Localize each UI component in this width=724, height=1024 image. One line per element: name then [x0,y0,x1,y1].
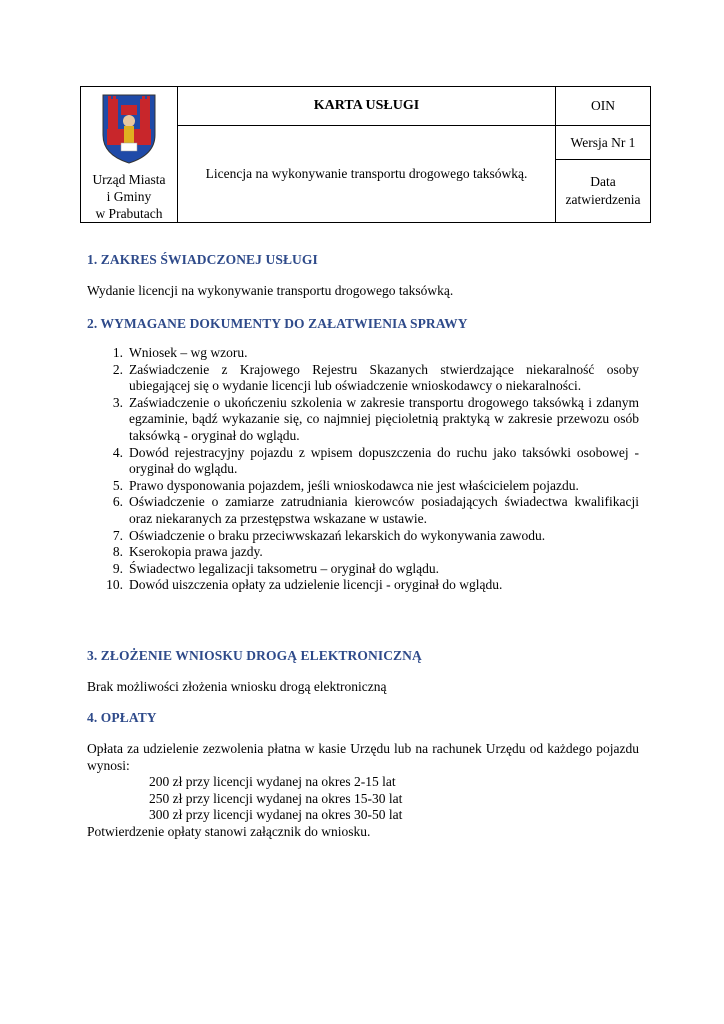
list-item [87,544,639,561]
list-item-number: 4. [112,444,123,460]
list-item-text: Oświadczenie o braku przeciwwskazań lekarskich do wykonywania zawodu. [129,527,546,543]
service-card-header [80,86,651,223]
list-item [87,395,639,445]
coat-of-arms-icon [99,91,159,165]
list-item [87,445,639,478]
card-version: Wersja Nr 1 [556,126,651,160]
list-item [87,577,639,594]
section4-heading: 4. OPŁATY [87,710,157,725]
section1-text: Wydanie licencji na wykonywanie transportu drogowego taksówką. [87,283,454,298]
date-label-line-2: zatwierdzenia [565,192,641,207]
list-item-number: 6. [112,494,123,510]
section3-text: Brak możliwości złożenia wniosku drogą elektroniczną [87,679,387,694]
list-item [87,528,639,545]
list-item-text: Oświadczenie o zamiarze zatrudniania kierowców posiadających świadectwa kwalifikacji oraz niekaranych za przestępstwa wskazane w ustawie. [129,494,639,526]
list-item-text: Dowód uiszczenia opłaty za udzielenie licencji - oryginał do wglądu. [129,577,503,593]
list-item [87,478,639,495]
section1-heading: 1. ZAKRES ŚWIADCZONEJ USŁUGI [87,252,318,267]
documents-list [87,345,639,594]
list-item-text: Świadectwo legalizacji taksometru – oryginał do wglądu. [129,560,440,576]
fee-line: 300 zł przy licencji wydanej na okres 30-50 lat [149,807,403,822]
list-item-text: Prawo dysponowania pojazdem, jeśli wnioskodawca nie jest właścicielem pojazdu. [129,477,579,493]
card-title: KARTA USŁUGI [178,87,556,126]
list-item-number: 8. [112,544,123,560]
section3-heading: 3. ZŁOŻENIE WNIOSKU DROGĄ ELEKTRONICZNĄ [87,648,422,663]
list-item-number: 3. [112,394,123,410]
fee-line: 250 zł przy licencji wydanej na okres 15-30 lat [149,791,403,806]
list-item-text: Wniosek – wg wzoru. [129,345,248,360]
list-item-text: Zaświadczenie z Krajowego Rejestru Skazanych stwierdzające niekaralność osoby ubiegającej się o wydanie licencji lub oświadczenie wnioskodawcy o niekaralności. [129,361,639,394]
list-item-number: 1. [112,345,123,360]
list-item-number: 10. [106,577,123,593]
list-item [87,561,639,578]
list-item-number: 2. [112,361,123,377]
list-item-text: Kserokopia prawa jazdy. [129,544,263,560]
card-code: OIN [556,87,651,126]
section4-intro: Opłata za udzielenie zezwolenia płatna w kasie Urzędu lub na rachunek Urzędu od każdego pojazdu wynosi: [87,741,639,773]
approval-date-label [556,160,651,223]
logo-cell [81,87,178,223]
office-name [81,171,177,222]
list-item [87,362,639,395]
section4-footer: Potwierdzenie opłaty stanowi załącznik do wniosku. [87,824,371,839]
office-line-1: Urząd Miasta [92,172,166,187]
list-item-number: 5. [112,477,123,493]
list-item-number: 9. [112,560,123,576]
list-item [87,345,639,362]
office-line-2: i Gminy [106,189,152,204]
section2-heading: 2. WYMAGANE DOKUMENTY DO ZAŁATWIENIA SPRAWY [87,316,468,331]
list-item-text: Dowód rejestracyjny pojazdu z wpisem dopuszczenia do ruchu jako taksówki osobowej - oryginał do wglądu. [129,444,639,477]
fee-line: 200 zł przy licencji wydanej na okres 2-15 lat [149,774,396,789]
list-item [87,494,639,527]
office-line-3: w Prabutach [95,206,163,221]
list-item-text: Zaświadczenie o ukończeniu szkolenia w zakresie transportu drogowego taksówką i zdanym egzaminie, bądź wykazanie się, co najmniej pięcioletnią praktyką w zakresie przewozu osób taksówką - oryginał do wglądu. [129,394,639,443]
date-label-line-1: Data [590,174,616,189]
card-subject: Licencja na wykonywanie transportu drogowego taksówką. [178,126,556,223]
list-item-number: 7. [112,527,123,543]
